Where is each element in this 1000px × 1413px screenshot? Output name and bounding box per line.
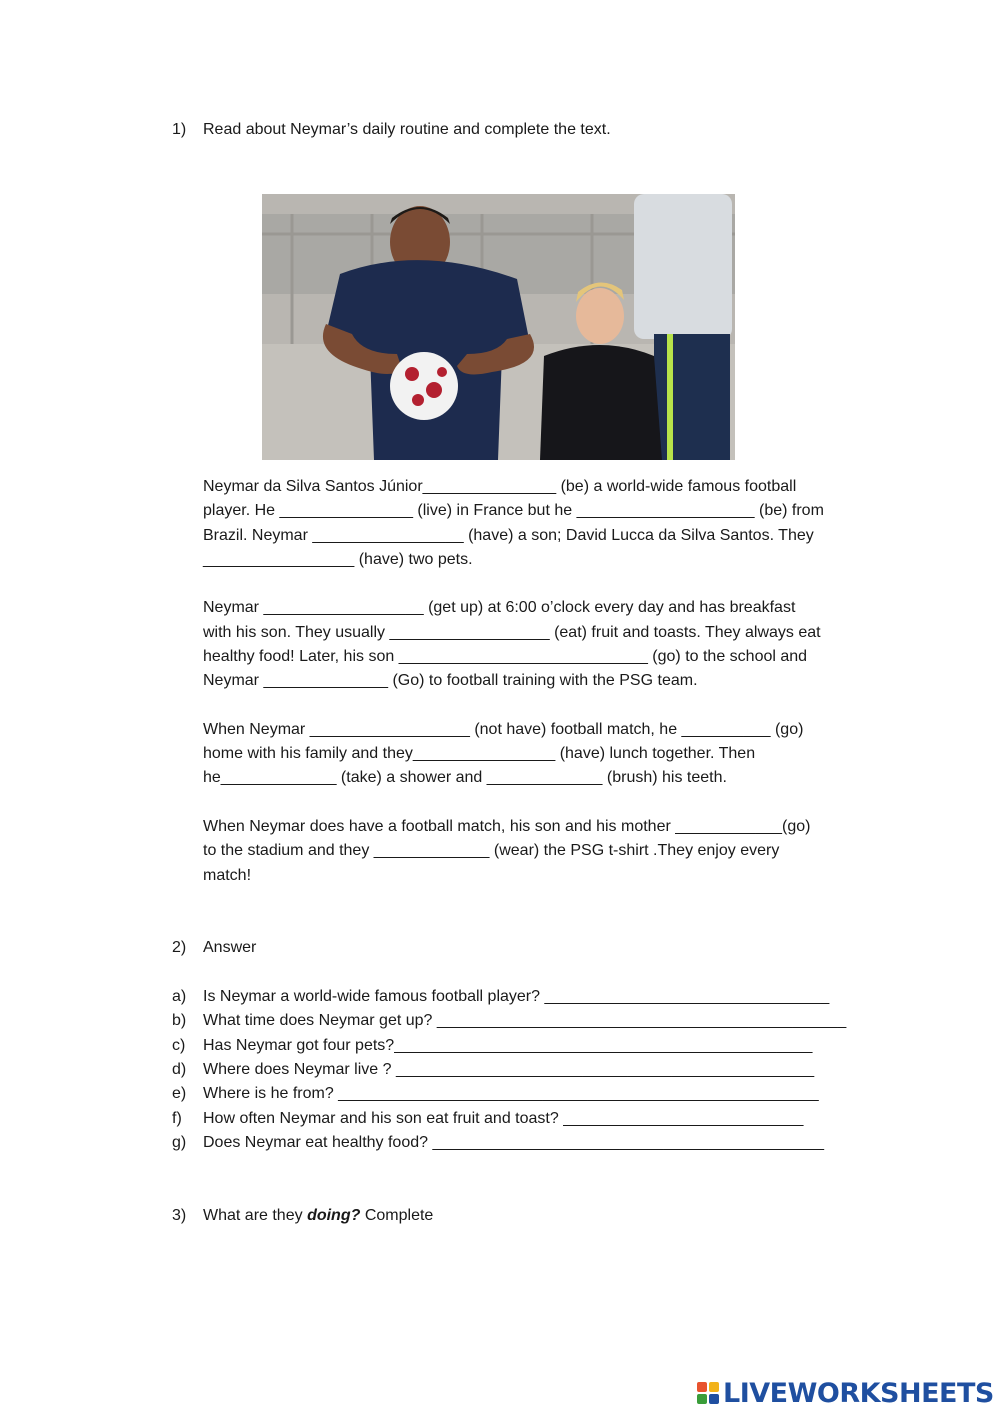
section-1-instruction: Read about Neymar’s daily routine and complete the text. bbox=[203, 121, 611, 138]
liveworksheets-logo bbox=[697, 1377, 994, 1409]
question-letter: d) bbox=[172, 1061, 187, 1078]
paragraph-2-line-4: Neymar ______________ (Go) to football training with the PSG team. bbox=[203, 672, 698, 689]
paragraph-1-line-3: Brazil. Neymar _________________ (have) a son; David Lucca da Silva Santos. They bbox=[203, 527, 814, 544]
question-b[interactable]: What time does Neymar get up? ______________________________________________ bbox=[203, 1012, 847, 1029]
section-3-instruction bbox=[203, 1207, 433, 1225]
paragraph-3-line-3: he_____________ (take) a shower and _____________ (brush) his teeth. bbox=[203, 769, 727, 786]
section-3-emphasis: doing? bbox=[307, 1207, 361, 1224]
logo-text: LIVEWORKSHEETS bbox=[723, 1377, 994, 1409]
logo-grid-icon bbox=[697, 1382, 719, 1404]
paragraph-2-line-2: with his son. They usually __________________ (eat) fruit and toasts. They always eat bbox=[203, 624, 821, 641]
paragraph-3-line-2: home with his family and they________________ (have) lunch together. Then bbox=[203, 745, 756, 762]
section-2-number: 2) bbox=[172, 939, 187, 956]
question-e[interactable]: Where is he from? ______________________________________________________ bbox=[203, 1085, 819, 1102]
section-3-suffix: Complete bbox=[364, 1207, 434, 1224]
section-3-prefix: What are they bbox=[203, 1207, 303, 1224]
paragraph-1-line-4: _________________ (have) two pets. bbox=[203, 551, 473, 568]
paragraph-2-line-3: healthy food! Later, his son ____________________________ (go) to the school and bbox=[203, 648, 808, 665]
question-letter: f) bbox=[172, 1110, 182, 1127]
question-d[interactable]: Where does Neymar live ? _______________________________________________ bbox=[203, 1061, 815, 1078]
question-letter: b) bbox=[172, 1012, 187, 1029]
question-c[interactable]: Has Neymar got four pets?_______________________________________________ bbox=[203, 1037, 813, 1054]
question-g[interactable]: Does Neymar eat healthy food? ____________________________________________ bbox=[203, 1134, 824, 1151]
section-1-number: 1) bbox=[172, 121, 187, 138]
question-letter: e) bbox=[172, 1085, 187, 1102]
paragraph-1-line-2: player. He _______________ (live) in France but he ____________________ (be) from bbox=[203, 502, 824, 519]
question-letter: a) bbox=[172, 988, 187, 1005]
paragraph-1-line-1: Neymar da Silva Santos Júnior_______________ (be) a world-wide famous football bbox=[203, 478, 797, 495]
question-letter: g) bbox=[172, 1134, 187, 1151]
question-letter: c) bbox=[172, 1037, 186, 1054]
section-3-number: 3) bbox=[172, 1207, 187, 1224]
section-2-heading: Answer bbox=[203, 939, 257, 956]
paragraph-3-line-1: When Neymar __________________ (not have) football match, he __________ (go) bbox=[203, 721, 804, 738]
paragraph-4-line-1: When Neymar does have a football match, his son and his mother ____________(go) bbox=[203, 818, 811, 835]
paragraph-4-line-3: match! bbox=[203, 867, 252, 884]
question-f[interactable]: How often Neymar and his son eat fruit and toast? ___________________________ bbox=[203, 1110, 804, 1127]
paragraph-2-line-1: Neymar __________________ (get up) at 6:00 o’clock every day and has breakfast bbox=[203, 599, 796, 616]
question-a[interactable]: Is Neymar a world-wide famous football player? ________________________________ bbox=[203, 988, 830, 1005]
paragraph-4-line-2: to the stadium and they _____________ (wear) the PSG t-shirt .They enjoy every bbox=[203, 842, 780, 859]
neymar-photo bbox=[262, 194, 735, 460]
